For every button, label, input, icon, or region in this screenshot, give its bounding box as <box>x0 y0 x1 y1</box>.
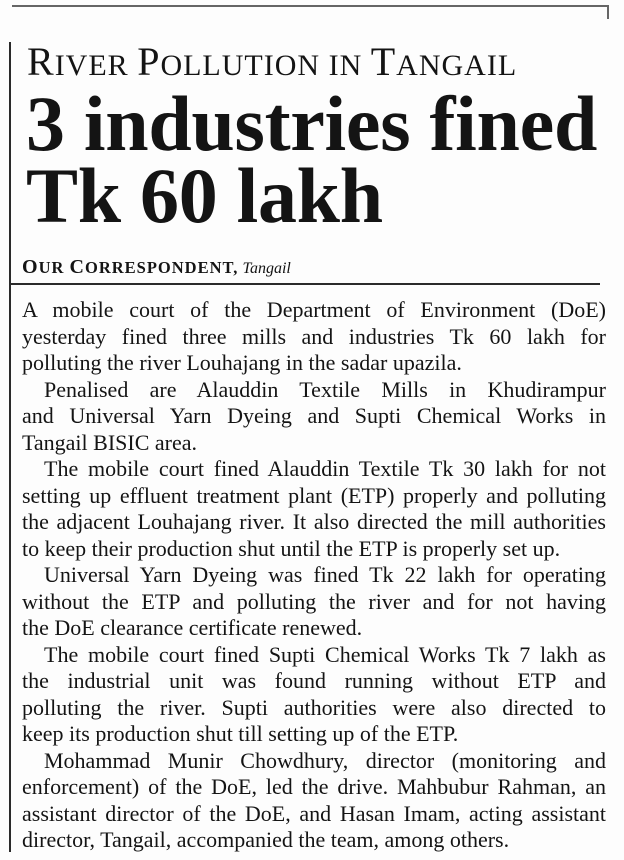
body-line: without the ETP and polluting the river and for not having <box>22 588 606 614</box>
body-line: The mobile court fined Alauddin Textile Tk 30 lakh for not <box>44 456 606 481</box>
body-line: Penalised are Alauddin Textile Mills in Khudirampur <box>44 376 606 402</box>
body-line: the DoE clearance certificate renewed. <box>22 615 363 640</box>
paragraph <box>22 642 606 748</box>
body-line: to keep their production shut until the ETP is properly set up. <box>22 535 561 561</box>
byline-rule <box>10 283 600 285</box>
small-cap-initial: P <box>137 39 161 84</box>
body-line: yesterday fined three mills and industries Tk 60 lakh for <box>22 323 606 349</box>
body-line: polluting the river. Supti authorities were also directed to <box>22 694 606 720</box>
byline-credit: OUR CORRESPONDENT, <box>22 256 239 278</box>
byline <box>22 257 291 279</box>
kicker: RIVER POLLUTION IN TANGAIL <box>27 39 518 84</box>
paragraph <box>22 297 606 377</box>
body-line: the industrial unit was found running without ETP and <box>22 668 606 693</box>
body-line: enforcement) of the DoE, led the drive. Mahbubur Rahman, an <box>22 774 606 799</box>
headline <box>26 80 598 239</box>
body-line: setting up effluent treatment plant (ETP) properly and polluting <box>22 482 606 508</box>
body-line: A mobile court of the Department of Environment (DoE) <box>22 297 606 322</box>
body-line: Tangail BISIC area. <box>22 429 198 455</box>
byline-location: Tangail <box>242 260 291 277</box>
body-line: Universal Yarn Dyeing was fined Tk 22 lakh for operating <box>44 562 606 587</box>
body-line: the adjacent Louhajang river. It also directed the mill authorities <box>22 509 606 534</box>
body-line: keep its production shut till setting up of the ETP. <box>22 721 459 746</box>
body-line: polluting the river Louhajang in the sadar upazila. <box>22 350 462 375</box>
headline-line: 3 industries fined <box>26 80 598 167</box>
paragraph <box>22 748 606 854</box>
paragraph <box>22 377 606 457</box>
small-cap-initial: C <box>69 256 85 278</box>
body-line: The mobile court fined Supti Chemical Works Tk 7 lakh as <box>44 641 606 667</box>
small-cap-initial: R <box>27 39 55 84</box>
body-line: director, Tangail, accompanied the team, among others. <box>22 827 510 852</box>
left-column-rule <box>9 42 11 852</box>
small-cap-initial: O <box>22 256 39 278</box>
article-body <box>22 297 606 854</box>
top-border-rule <box>12 5 608 7</box>
small-cap-initial: T <box>370 39 397 84</box>
paragraph <box>22 456 606 562</box>
body-line: and Universal Yarn Dyeing and Supti Chemical Works in <box>22 403 606 428</box>
body-line: Mohammad Munir Chowdhury, director (monitoring and <box>44 747 606 773</box>
paragraph <box>22 562 606 642</box>
body-line: assistant director of the DoE, and Hasan Imam, acting assistant <box>22 800 606 826</box>
top-border-corner <box>607 5 609 19</box>
headline-line: Tk 60 lakh <box>26 152 383 239</box>
